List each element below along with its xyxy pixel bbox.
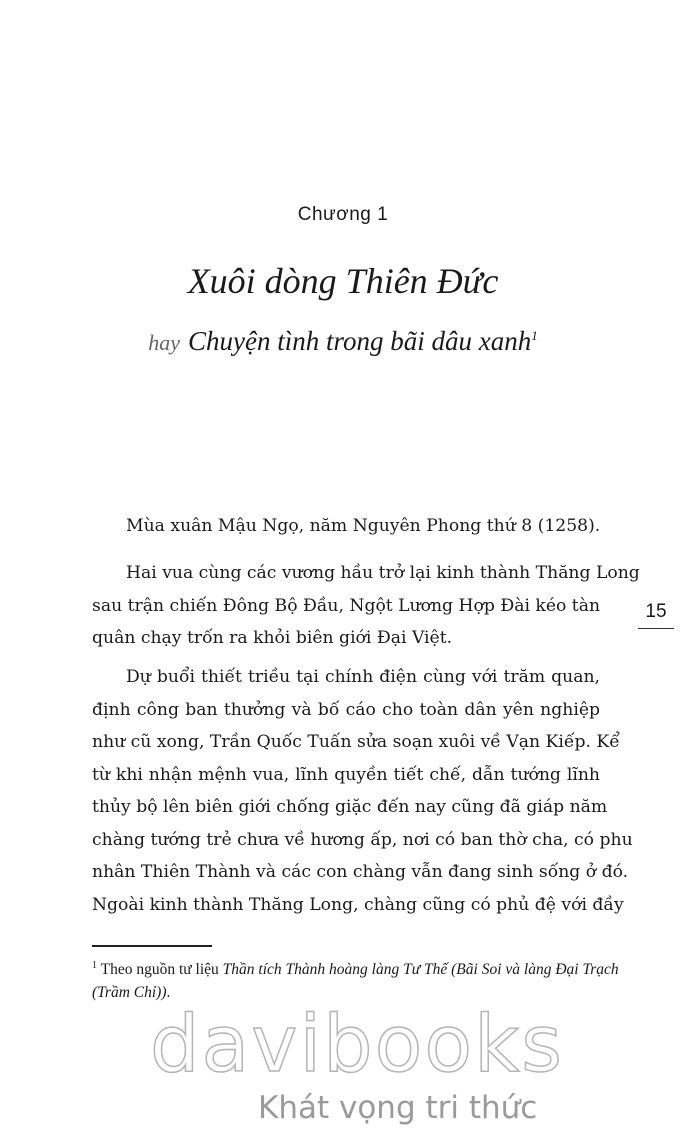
chapter-label: Chương 1 [297,204,389,225]
text-line: như cũ xong, Trần Quốc Tuấn sửa soạn xuôi về Vạn Kiếp. Kể [92,732,620,752]
chapter-subtitle-line [0,326,686,357]
chapter-subtitle: Chuyện tình trong bãi dâu xanh [188,326,532,356]
footnote-source: Thần tích Thành hoàng làng Tư Thế (Bãi Soi và làng Đại Trạch (Trầm Chỉ)) [92,961,619,1002]
paragraph-3 [92,661,633,921]
subtitle-prefix: hay [148,330,181,355]
text-line: nhân Thiên Thành và các con chàng vẫn đang sinh sống ở đó. [92,862,629,882]
watermark-tagline: Khát vọng tri thức [258,1090,538,1126]
footnote [92,954,622,1004]
footnote-end: . [166,984,171,1002]
text-line: từ khi nhận mệnh vua, lĩnh quyền tiết chế, dẫn tướng lĩnh [92,764,600,785]
watermark-logo: davibooks [150,1000,564,1090]
text-line: Mùa xuân Mậu Ngọ, năm Nguyên Phong thứ 8 (1258). [126,516,601,536]
paragraph-1 [92,510,600,543]
page-number-rule [638,628,674,629]
text-line: thủy bộ lên biên giới chống giặc đến nay cũng đã giáp năm [92,797,608,817]
text-line: định công ban thưởng và bố cáo cho toàn dân yên nghiệp [92,699,600,720]
text-line: sau trận chiến Đông Bộ Đầu, Ngột Lương Hợp Đài kéo tàn [92,595,601,616]
subtitle-footnote-marker: 1 [531,328,538,343]
text-line: quân chạy trốn ra khỏi biên giới Đại Việt. [92,628,453,648]
text-line: chàng tướng trẻ chưa về hương ấp, nơi có ban thờ cha, có phu [92,829,633,850]
text-line: Dự buổi thiết triều tại chính điện cùng với trăm quan, [126,667,600,687]
paragraph-2 [92,557,640,655]
footnote-marker: 1 [92,960,97,971]
footnote-divider [92,945,212,947]
footnote-text: Theo nguồn tư liệu [97,961,223,979]
text-line: Ngoài kinh thành Thăng Long, chàng cũng có phủ đệ với đầy [92,894,624,915]
page-number: 15 [645,601,667,622]
text-line: Hai vua cùng các vương hầu trở lại kinh thành Thăng Long [126,563,640,583]
chapter-title: Xuôi dòng Thiên Đức [187,261,499,301]
